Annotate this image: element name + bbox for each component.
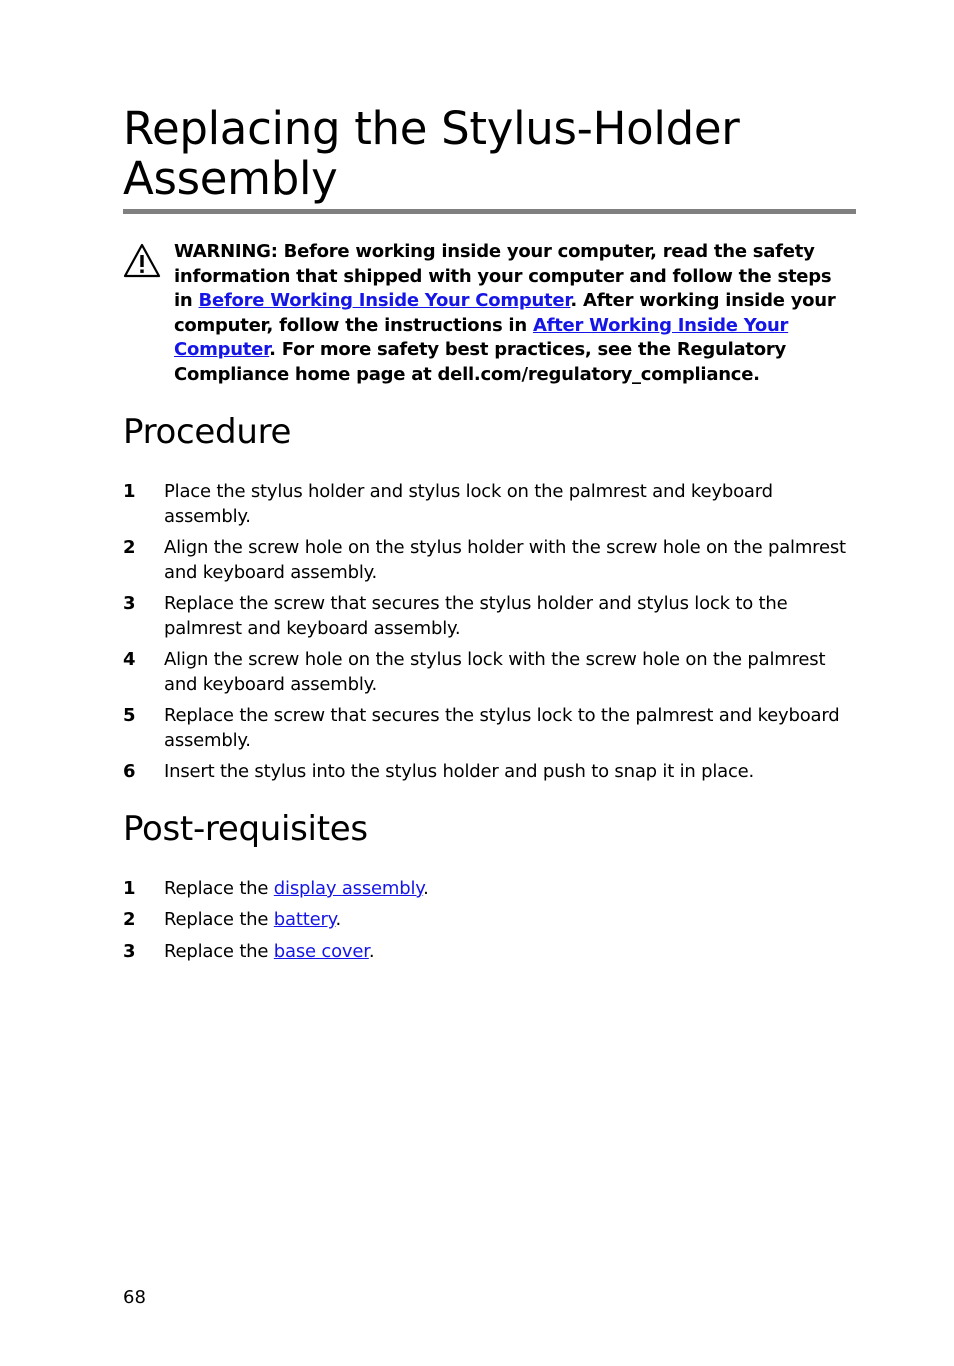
step-number: 6: [123, 760, 136, 782]
step-text-prefix: Replace the: [164, 878, 274, 899]
postrequisite-step: [123, 877, 856, 902]
step-number: 1: [123, 878, 136, 899]
battery-link[interactable]: battery: [273, 909, 336, 931]
before-working-link[interactable]: Before Working Inside Your Computer: [198, 290, 571, 312]
step-text: Align the screw hole on the stylus holder with the screw hole on the palmrest and keyboard assembly.: [164, 536, 846, 583]
page-number: 68: [123, 1287, 146, 1308]
step-number: 3: [123, 592, 136, 614]
postrequisites-heading: Post-requisites: [123, 809, 368, 849]
step-text: Insert the stylus into the stylus holder and push to snap it in place.: [164, 760, 755, 782]
step-number: 2: [123, 909, 136, 931]
step-text-prefix: Replace the: [164, 940, 274, 962]
step-text: Replace the screw that secures the stylus lock to the palmrest and keyboard assembly.: [164, 704, 840, 751]
postrequisites-steps: [123, 877, 856, 971]
display-assembly-link[interactable]: display assembly: [273, 878, 424, 899]
warning-text: [174, 240, 854, 388]
step-number: 5: [123, 704, 136, 726]
base-cover-link[interactable]: base cover: [273, 940, 369, 962]
procedure-step: [123, 704, 856, 753]
title-underline: [123, 209, 856, 214]
warning-text-part: . After working inside your computer, follow the instructions in: [174, 290, 836, 336]
step-text: Replace the screw that secures the stylus holder and stylus lock to the palmrest and keyboard assembly.: [164, 592, 788, 639]
procedure-step: [123, 536, 856, 585]
procedure-step: [123, 760, 856, 785]
procedure-heading: Procedure: [123, 412, 292, 452]
after-working-link[interactable]: After Working Inside Your Computer: [174, 314, 789, 361]
step-number: 1: [123, 481, 136, 502]
step-number: 2: [123, 536, 136, 558]
step-number: 4: [123, 648, 136, 670]
step-text: Place the stylus holder and stylus lock on the palmrest and keyboard assembly.: [164, 481, 773, 527]
warning-text-part: WARNING: Before working inside your computer, read the safety information that shipped with your computer and follow the steps in: [174, 241, 832, 312]
step-number: 3: [123, 940, 136, 962]
postrequisite-step: [123, 940, 856, 965]
postrequisite-step: [123, 908, 856, 933]
step-text: Align the screw hole on the stylus lock with the screw hole on the palmrest and keyboard assembly.: [164, 648, 826, 695]
step-text-prefix: Replace the: [164, 909, 274, 931]
procedure-step: [123, 480, 856, 529]
procedure-steps: [123, 480, 856, 791]
step-text-suffix: .: [423, 878, 429, 899]
step-text-suffix: .: [368, 940, 375, 962]
page-title: Replacing the Stylus-Holder Assembly: [123, 102, 740, 205]
procedure-step: [123, 648, 856, 697]
warning-triangle-icon: [123, 243, 161, 279]
step-text-suffix: .: [335, 909, 342, 931]
procedure-step: [123, 592, 856, 641]
warning-text-part: . For more safety best practices, see the Regulatory Compliance home page at dell.com/regulatory_compliance.: [174, 339, 786, 385]
